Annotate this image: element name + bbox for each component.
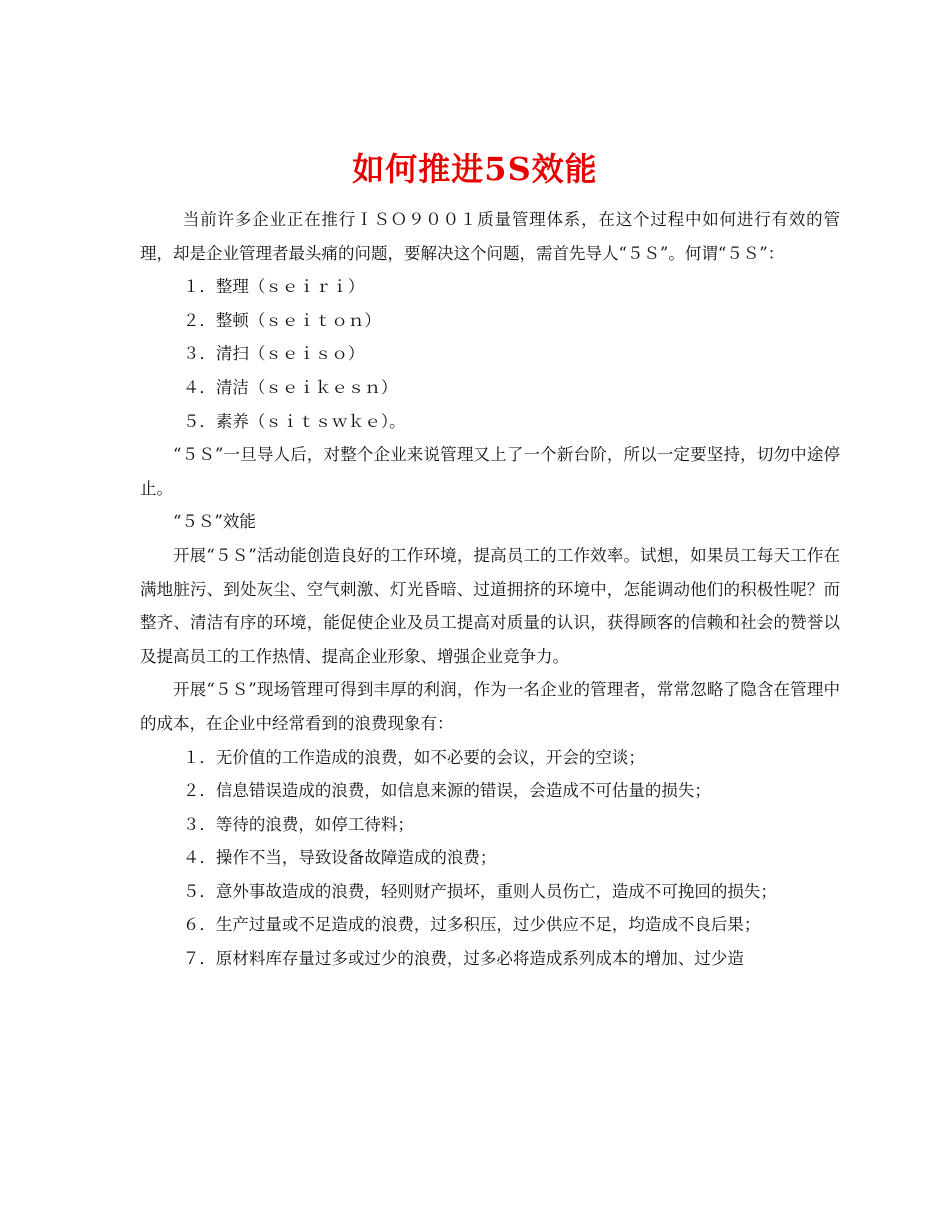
list-item-5s-2: ２．整顿（ｓｅｉｔｏｎ） bbox=[182, 310, 381, 330]
list-item-5s-1: １．整理（ｓｅｉｒｉ） bbox=[182, 277, 365, 297]
list-item-5s-5: ５．素养（ｓｉｔｓｗｋｅ）。 bbox=[182, 411, 406, 431]
list-item-waste-4: ４．操作不当，导致设备故障造成的浪费； bbox=[182, 848, 497, 868]
list-item-waste-7: ７．原材料库存量过多或过少的浪费，过多必将造成系列成本的增加、过少造 bbox=[182, 949, 744, 969]
list-item-waste-1: １．无价值的工作造成的浪费，如不必要的会议，开会的空谈； bbox=[182, 747, 645, 767]
paragraph-environment: 开展“５Ｓ”活动能创造良好的工作环境，提高员工的工作效率。试想，如果员工每天工作在满地脏污、到处灰尘、空气刺激、灯光昏暗、过道拥挤的环境中，怎能调动他们的积极性呢？而整齐、清洁有序的环境，能促使企业及员工提高对质量的认识，获得顾客的信赖和社会的赞誉以及提高员工的工作热情、提高企业形象、增强企业竞争力。 bbox=[140, 545, 840, 666]
list-item-waste-6: ６．生产过量或不足造成的浪费，过多积压，过少供应不足，均造成不良后果； bbox=[182, 915, 761, 935]
list-item-5s-3: ３．清扫（ｓｅｉｓｏ） bbox=[182, 344, 365, 364]
section-heading-5s-efficiency: “５Ｓ”效能 bbox=[173, 512, 256, 532]
document-body bbox=[140, 203, 840, 976]
list-item-5s-4: ４．清洁（ｓｅｉｋｅｓｎ） bbox=[182, 377, 398, 397]
list-item-waste-3: ３．等待的浪费，如停工待料； bbox=[182, 814, 414, 834]
document-title: 如何推进5S效能 bbox=[352, 150, 598, 189]
list-item-waste-5: ５．意外事故造成的浪费，轻则财产损坏，重则人员伤亡，造成不可挽回的损失； bbox=[182, 881, 777, 901]
paragraph-intro: 当前许多企业正在推行ＩＳＯ９００１质量管理体系，在这个过程中如何进行有效的管理，却是企业管理者最头痛的问题，要解决这个问题，需首先导人“５Ｓ”。何谓“５Ｓ”： bbox=[140, 210, 840, 263]
paragraph-persist: “５Ｓ”一旦导人后，对整个企业来说管理又上了一个新台阶，所以一定要坚持，切勿中途停止。 bbox=[140, 445, 840, 498]
paragraph-profit: 开展“５Ｓ”现场管理可得到丰厚的利润，作为一名企业的管理者，常常忽略了隐含在管理中的成本，在企业中经常看到的浪费现象有： bbox=[140, 680, 840, 733]
list-item-waste-2: ２．信息错误造成的浪费，如信息来源的错误，会造成不可估量的损失； bbox=[182, 781, 711, 801]
